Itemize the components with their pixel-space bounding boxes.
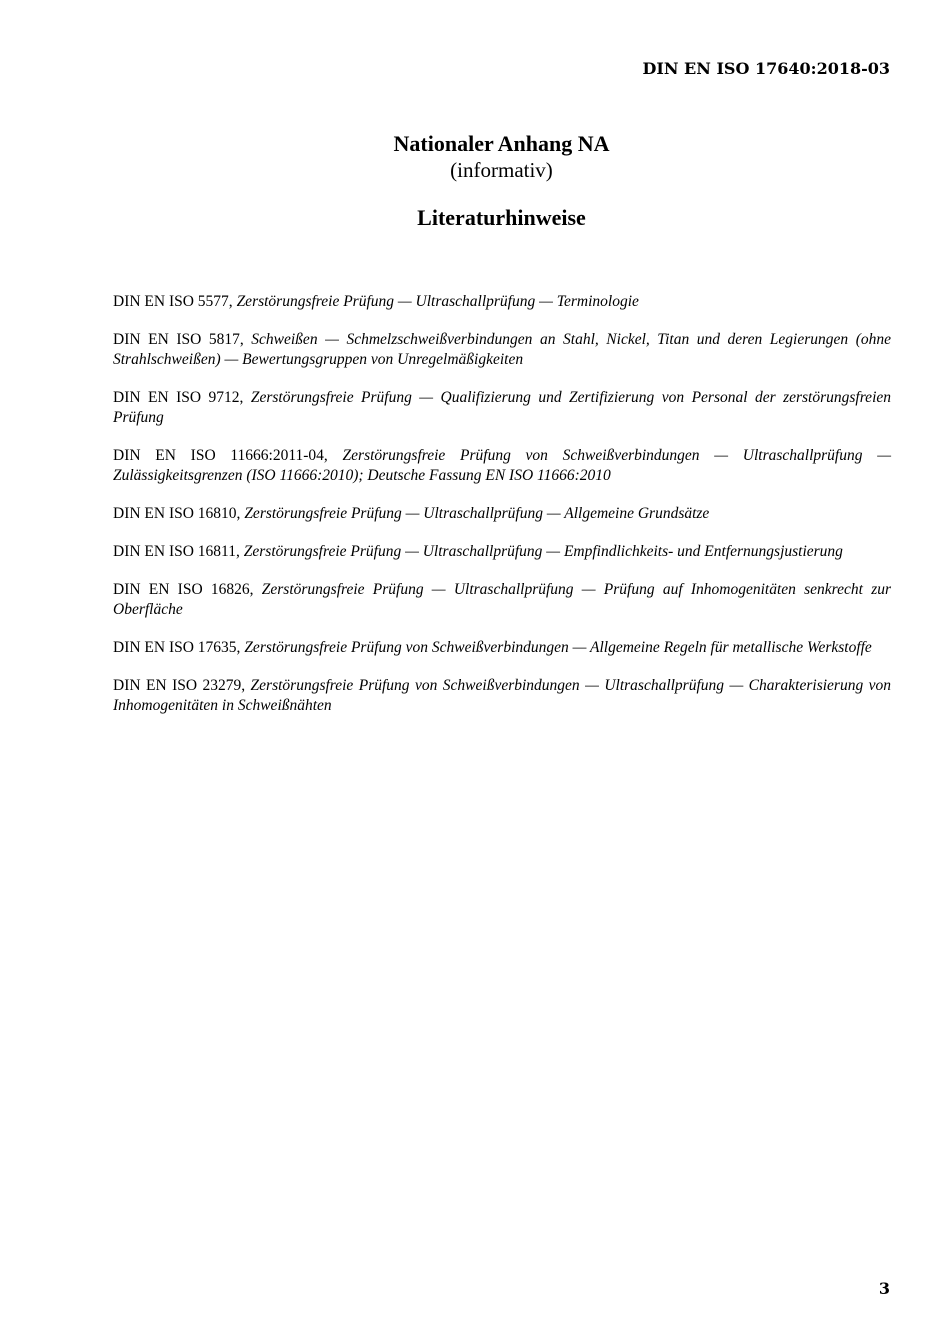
annex-subtitle: (informativ) [450, 158, 553, 182]
reference-title: Zerstörungsfreie Prüfung — Ultraschallprüfung — Allgemeine Grundsätze [244, 505, 710, 522]
document-id: DIN EN ISO 17640:2018-03 [642, 59, 890, 78]
reference-code: DIN EN ISO 17635, [113, 639, 245, 656]
reference-item [113, 504, 891, 524]
reference-item [113, 330, 891, 370]
reference-item [113, 292, 891, 312]
reference-item [113, 388, 891, 428]
reference-title: Zerstörungsfreie Prüfung von Schweißverbindungen — Ultraschallprüfung — Zulässigkeitsgrenzen (ISO 11666:2010); Deutsche Fassung EN ISO 11666:2010 [113, 447, 891, 484]
reference-item [113, 580, 891, 620]
section-title: Literaturhinweise [417, 205, 586, 230]
reference-title: Zerstörungsfreie Prüfung — Qualifizierung und Zertifizierung von Personal der zerstörungsfreien Prüfung [113, 389, 891, 426]
reference-code: DIN EN ISO 16811, [113, 543, 244, 560]
reference-item [113, 446, 891, 486]
annex-title: Nationaler Anhang NA [393, 131, 610, 156]
reference-title: Schweißen — Schmelzschweißverbindungen an Stahl, Nickel, Titan und deren Legierungen (ohne Strahlschweißen) — Bewertungsgruppen von Unregelmäßigkeiten [113, 331, 892, 368]
reference-code: DIN EN ISO 16810, [113, 505, 245, 522]
reference-code: DIN EN ISO 5817, [113, 331, 252, 348]
reference-item [113, 676, 891, 716]
reference-code: DIN EN ISO 16826, [113, 581, 262, 598]
reference-title: Zerstörungsfreie Prüfung — Ultraschallprüfung — Terminologie [236, 293, 639, 310]
reference-item [113, 542, 891, 562]
reference-title: Zerstörungsfreie Prüfung von Schweißverbindungen — Ultraschallprüfung — Charakterisierung von Inhomogenitäten in Schweißnähten [113, 677, 892, 714]
reference-title: Zerstörungsfreie Prüfung — Ultraschallprüfung — Prüfung auf Inhomogenitäten senkrecht zur Oberfläche [113, 581, 892, 618]
reference-code: DIN EN ISO 5577, [113, 293, 237, 310]
reference-code: DIN EN ISO 9712, [113, 389, 251, 406]
reference-title: Zerstörungsfreie Prüfung — Ultraschallprüfung — Empfindlichkeits- und Entfernungsjustierung [243, 543, 843, 560]
reference-item [113, 638, 891, 658]
reference-code: DIN EN ISO 11666:2011-04, [113, 447, 343, 464]
reference-code: DIN EN ISO 23279, [113, 677, 251, 694]
annex-heading [0, 130, 950, 182]
page-number: 3 [878, 1279, 890, 1298]
reference-title: Zerstörungsfreie Prüfung von Schweißverbindungen — Allgemeine Regeln für metallische Werkstoffe [244, 639, 872, 656]
reference-list [113, 292, 891, 734]
